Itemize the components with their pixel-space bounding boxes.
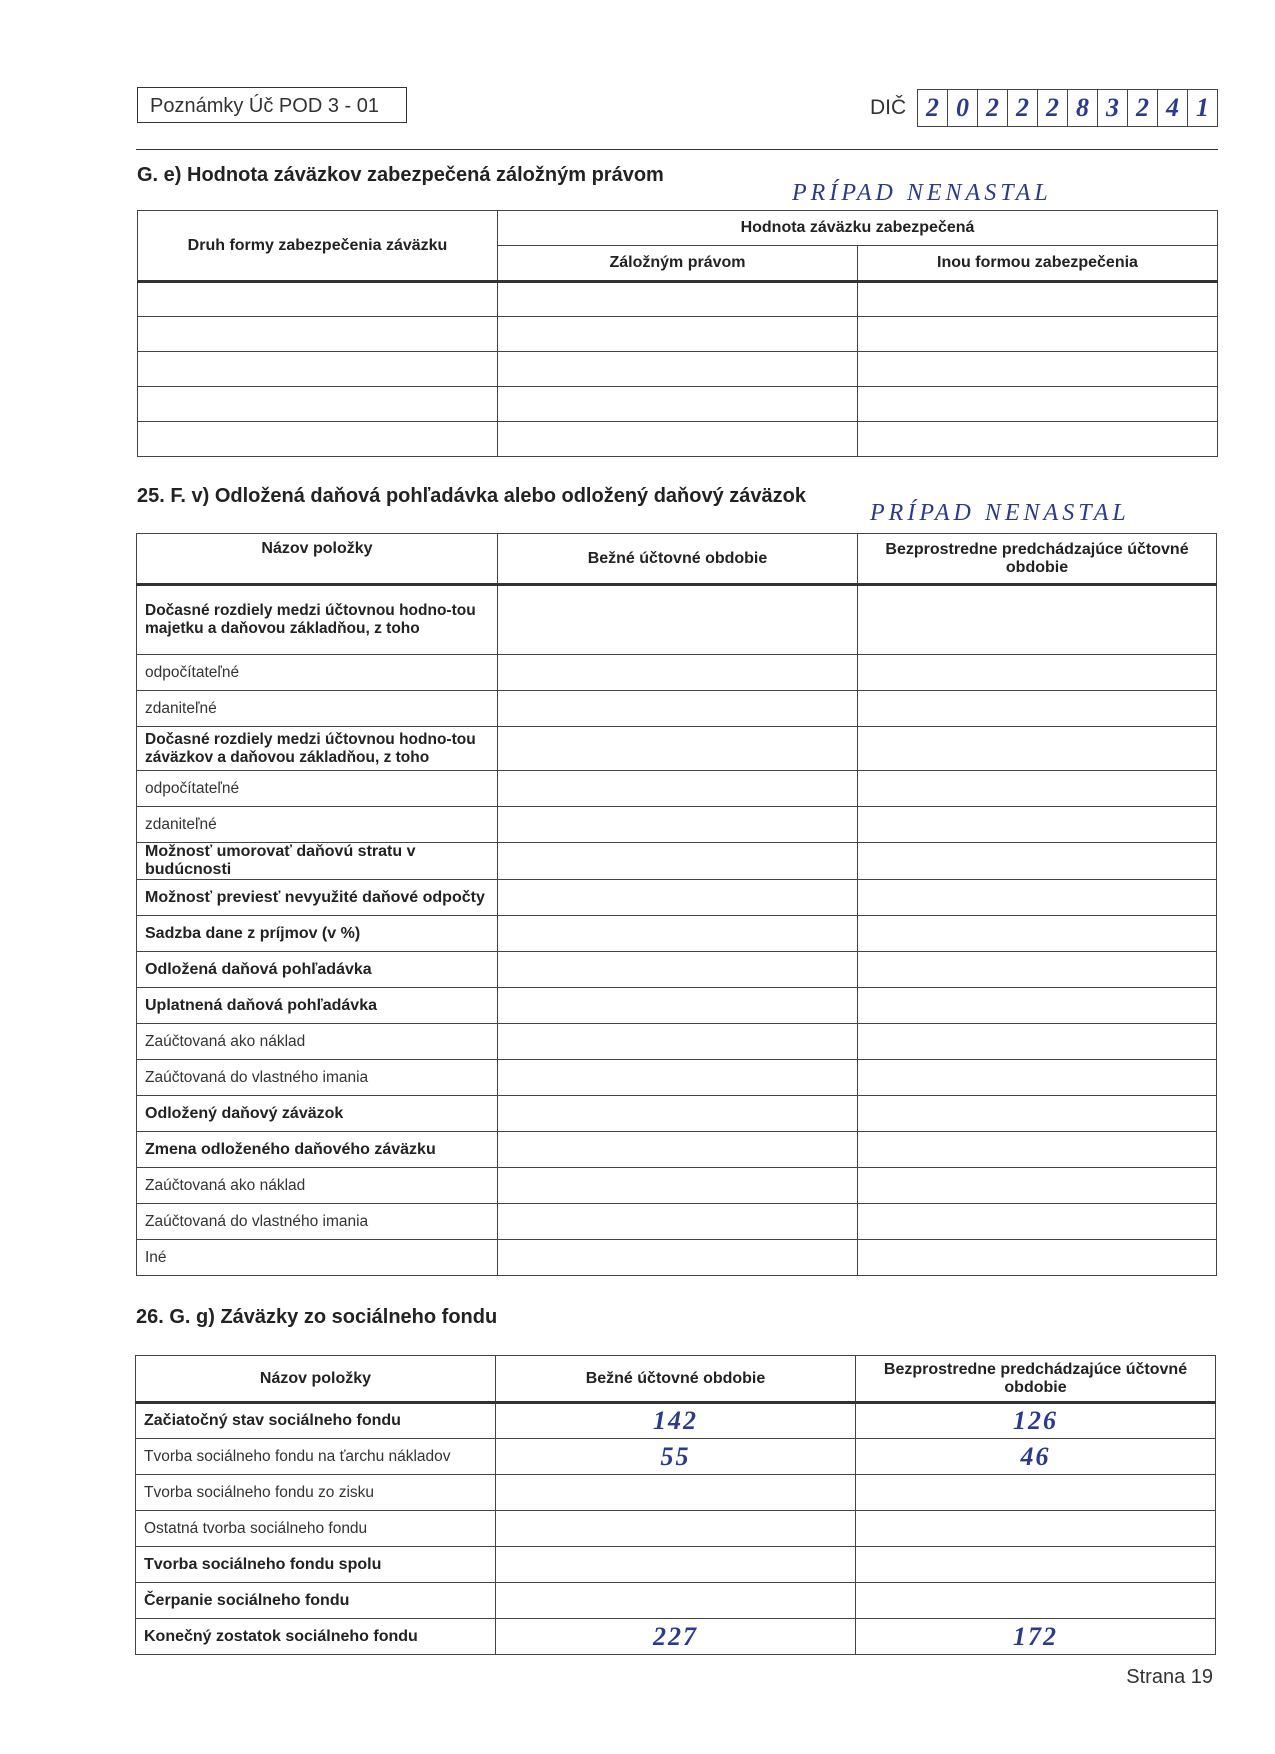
value-cell [498,691,858,727]
row-label: Zmena odloženého daňového záväzku [137,1132,498,1168]
value-cell [498,727,858,771]
row-label: Možnosť umorovať daňovú stratu v budúcnosti [137,843,498,880]
handwritten-note: PRÍPAD NENASTAL [870,500,1130,526]
previous-period-value: 172 [856,1619,1216,1655]
table-cell [138,317,498,352]
table-cell [138,422,498,457]
table-cell [498,282,858,317]
col-header: Bežné účtovné obdobie [498,534,858,585]
value-cell [858,1168,1217,1204]
row-label: Uplatnená daňová pohľadávka [137,988,498,1024]
table-cell [498,352,858,387]
row-label: Dočasné rozdiely medzi účtovnou hodno-tou majetku a daňovou základňou, z toho [137,585,498,655]
row-label: Konečný zostatok sociálneho fondu [136,1619,496,1655]
current-period-value [496,1583,856,1619]
dic-digit: 2 [978,90,1008,126]
value-cell [498,771,858,807]
row-label: Ostatná tvorba sociálneho fondu [136,1511,496,1547]
value-cell [858,807,1217,843]
dic-digit: 8 [1068,90,1098,126]
table-row [138,282,1218,317]
table-row [138,352,1218,387]
row-label: Možnosť previesť nevyužité daňové odpočty [137,880,498,916]
table-row [136,1403,1216,1439]
value-cell [858,1060,1217,1096]
table-row [137,1024,1217,1060]
row-label: odpočítateľné [137,771,498,807]
table-row [137,1132,1217,1168]
dic-digit: 0 [948,90,978,126]
col-header: Bezprostredne predchádzajúce účtovné obdobie [856,1356,1216,1403]
previous-period-value: 46 [856,1439,1216,1475]
table-row [137,1096,1217,1132]
table-row [137,1240,1217,1276]
row-label: Začiatočný stav sociálneho fondu [136,1403,496,1439]
dic-digit: 1 [1196,93,1209,122]
table-cell [858,352,1218,387]
value-cell [858,988,1217,1024]
social-fund-table [135,1355,1216,1655]
value-cell [498,916,858,952]
table-row [137,771,1217,807]
table-row [137,880,1217,916]
col-header: Inou formou zabezpečenia [858,246,1218,282]
page-number: Strana 19 [1126,1666,1213,1688]
row-label: Dočasné rozdiely medzi účtovnou hodno-tou záväzkov a daňovou základňou, z toho [137,727,498,771]
value-cell [858,727,1217,771]
row-label: Tvorba sociálneho fondu na ťarchu nákladov [136,1439,496,1475]
dic-digit: 4 [1158,90,1188,126]
table-row [137,952,1217,988]
current-period-value [496,1511,856,1547]
table-cell [498,422,858,457]
value-cell [498,1168,858,1204]
value-cell [858,880,1217,916]
table-cell [138,282,498,317]
current-period-value: 55 [496,1439,856,1475]
current-period-value: 227 [496,1619,856,1655]
value-cell [498,952,858,988]
value-cell [858,1204,1217,1240]
value-cell [858,1132,1217,1168]
value-cell [498,843,858,880]
col-header: Bezprostredne predchádzajúce účtovné obdobie [858,534,1217,585]
section-ge-title: G. e) Hodnota záväzkov zabezpečená záložným právom [137,164,664,186]
col-header: Druh formy zabezpečenia záväzku [138,211,498,282]
table-row [137,807,1217,843]
value-cell [498,807,858,843]
table-row [137,1204,1217,1240]
current-period-value [496,1475,856,1511]
table-cell [858,282,1218,317]
row-label: Tvorba sociálneho fondu zo zisku [136,1475,496,1511]
previous-period-value [856,1583,1216,1619]
value-cell [498,585,858,655]
value-cell [858,843,1217,880]
dic-label: DIČ [870,96,907,119]
row-label: Odložená daňová pohľadávka [137,952,498,988]
table-row [137,727,1217,771]
col-header: Bežné účtovné obdobie [496,1356,856,1403]
current-period-value: 142 [496,1403,856,1439]
current-period-value [496,1547,856,1583]
value-cell [858,1096,1217,1132]
value-cell [498,1024,858,1060]
previous-period-value: 126 [856,1403,1216,1439]
table-row [136,1511,1216,1547]
dic-field [917,89,1218,127]
row-label: Zaúčtovaná ako náklad [137,1024,498,1060]
table-row [137,1168,1217,1204]
row-label: Tvorba sociálneho fondu spolu [136,1547,496,1583]
value-cell [858,691,1217,727]
table-row [138,317,1218,352]
table-cell [858,422,1218,457]
secured-liabilities-table [137,210,1218,457]
form-label: Poznámky Úč POD 3 - 01 [137,87,407,123]
section-26-title: 26. G. g) Záväzky zo sociálneho fondu [136,1306,498,1328]
table-cell [138,352,498,387]
value-cell [858,771,1217,807]
value-cell [498,1132,858,1168]
row-label: Iné [137,1240,498,1276]
value-cell [498,988,858,1024]
value-cell [498,1240,858,1276]
dic-digit: 2 [1008,90,1038,126]
value-cell [858,1024,1217,1060]
table-row [136,1475,1216,1511]
table-row [136,1583,1216,1619]
row-label: Čerpanie sociálneho fondu [136,1583,496,1619]
section-25-title: 25. F. v) Odložená daňová pohľadávka alebo odložený daňový záväzok [137,485,807,507]
previous-period-value [856,1547,1216,1583]
row-label: Odložený daňový záväzok [137,1096,498,1132]
value-cell [498,1060,858,1096]
table-cell [498,317,858,352]
row-label: Zaúčtovaná do vlastného imania [137,1060,498,1096]
row-label: zdaniteľné [137,691,498,727]
value-cell [498,655,858,691]
col-header: Záložným právom [498,246,858,282]
table-row [137,691,1217,727]
value-cell [498,1096,858,1132]
table-row [136,1619,1216,1655]
row-label: Zaúčtovaná do vlastného imania [137,1204,498,1240]
value-cell [498,1204,858,1240]
value-cell [858,916,1217,952]
table-cell [498,387,858,422]
value-cell [858,655,1217,691]
value-cell [498,880,858,916]
dic-digit: 2 [1128,90,1158,126]
table-cell [858,317,1218,352]
table-row [138,422,1218,457]
deferred-tax-table [136,533,1217,1276]
value-cell [858,1240,1217,1276]
handwritten-note: PRÍPAD NENASTAL [792,180,1052,206]
table-row [137,585,1217,655]
dic-digit: 3 [1098,90,1128,126]
table-row [136,1547,1216,1583]
table-row [137,916,1217,952]
col-header: Názov položky [137,534,498,585]
table-cell [138,387,498,422]
row-label: zdaniteľné [137,807,498,843]
divider [136,149,1218,150]
table-row [137,843,1217,880]
dic-digit: 2 [918,90,948,126]
row-label: odpočítateľné [137,655,498,691]
table-row [137,655,1217,691]
row-label: Sadzba dane z príjmov (v %) [137,916,498,952]
value-cell [858,952,1217,988]
table-cell [858,387,1218,422]
col-header-group: Hodnota záväzku zabezpečená [498,211,1218,246]
previous-period-value [856,1475,1216,1511]
dic-digit: 2 [1038,90,1068,126]
table-row [137,988,1217,1024]
table-row [136,1439,1216,1475]
table-row [138,387,1218,422]
row-label: Zaúčtovaná ako náklad [137,1168,498,1204]
table-row [137,1060,1217,1096]
col-header: Názov položky [136,1356,496,1403]
previous-period-value [856,1511,1216,1547]
value-cell [858,585,1217,655]
